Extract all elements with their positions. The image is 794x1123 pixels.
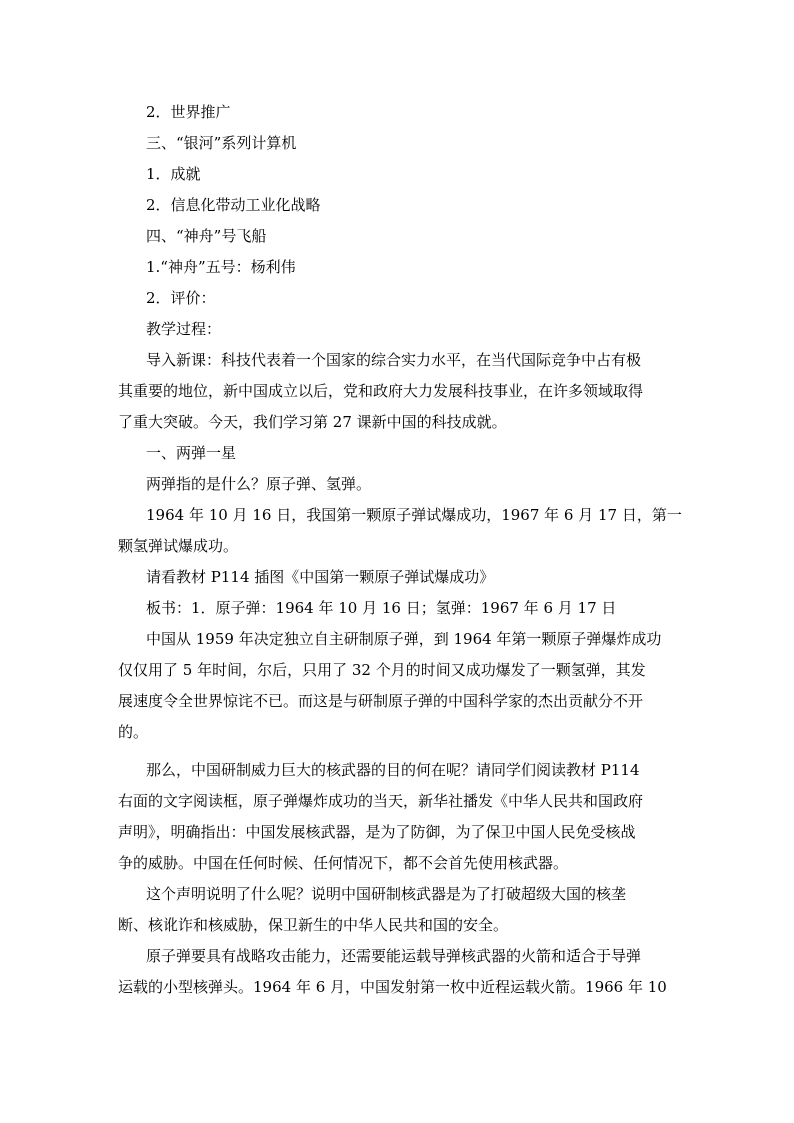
paragraph-line: 导入新课：科技代表着一个国家的综合实力水平，在当代国际竞争中占有极	[146, 351, 642, 369]
paragraph-line: 1964 年 10 月 16 日，我国第一颗原子弹试爆成功，1967 年 6 月 17 日，第一	[146, 506, 682, 524]
section-heading: 四、“神舟”号飞船	[146, 227, 267, 245]
paragraph-line: 右面的文字阅读框，原子弹爆炸成功的当天，新华社播发《中华人民共和国政府	[118, 792, 644, 810]
paragraph-line: 板书：1．原子弹：1964 年 10 月 16 日；氢弹：1967 年 6 月 17 日	[146, 599, 617, 617]
paragraph-line: 1.“神舟”五号：杨利伟	[146, 258, 296, 276]
paragraph-line: 声明》，明确指出：中国发展核武器，是为了防御，为了保卫中国人民免受核战	[118, 823, 636, 841]
paragraph-line: 颗氢弹试爆成功。	[118, 537, 239, 555]
paragraph-line: 原子弹要具有战略攻击能力，还需要能运载导弹核武器的火箭和适合于导弹	[146, 947, 642, 965]
paragraph-line: 2．评价：	[146, 289, 216, 307]
section-heading: 三、“银河”系列计算机	[146, 134, 297, 152]
paragraph-line: 教学过程：	[146, 320, 222, 338]
paragraph-line: 断、核讹诈和核威胁，保卫新生的中华人民共和国的安全。	[118, 916, 509, 934]
paragraph-line: 请看教材 P114 插图《中国第一颗原子弹试爆成功》	[146, 568, 495, 586]
paragraph-line: 争的威胁。中国在任何时候、任何情况下，都不会首先使用核武器。	[118, 854, 569, 872]
paragraph-line: 的。	[118, 723, 149, 741]
paragraph-line: 展速度令全世界惊诧不已。而这是与研制原子弹的中国科学家的杰出贡献分不开	[118, 692, 644, 710]
paragraph-line: 两弹指的是什么？原子弹、氢弹。	[146, 475, 372, 493]
section-heading: 一、两弹一星	[146, 444, 237, 462]
paragraph-line: 中国从 1959 年决定独立自主研制原子弹，到 1964 年第一颗原子弹爆炸成功	[146, 630, 662, 648]
paragraph-line: 2．世界推广	[146, 103, 231, 121]
paragraph-line: 2．信息化带动工业化战略	[146, 196, 321, 214]
paragraph-line: 这个声明说明了什么呢？说明中国研制核武器是为了打破超级大国的核垄	[146, 885, 627, 903]
paragraph-line: 了重大突破。今天，我们学习第 27 课新中国的科技成就。	[118, 413, 507, 431]
paragraph-line: 仅仅用了 5 年时间，尔后，只用了 32 个月的时间又成功爆发了一颗氢弹，其发	[118, 661, 646, 679]
paragraph-line: 1．成就	[146, 165, 201, 183]
paragraph-line: 运载的小型核弹头。1964 年 6 月，中国发射第一枚中近程运载火箭。1966 年 10	[118, 978, 667, 996]
paragraph-line: 其重要的地位，新中国成立以后，党和政府大力发展科技事业，在许多领域取得	[118, 382, 644, 400]
paragraph-line: 那么，中国研制威力巨大的核武器的目的何在呢？请同学们阅读教材 P114	[146, 761, 640, 779]
